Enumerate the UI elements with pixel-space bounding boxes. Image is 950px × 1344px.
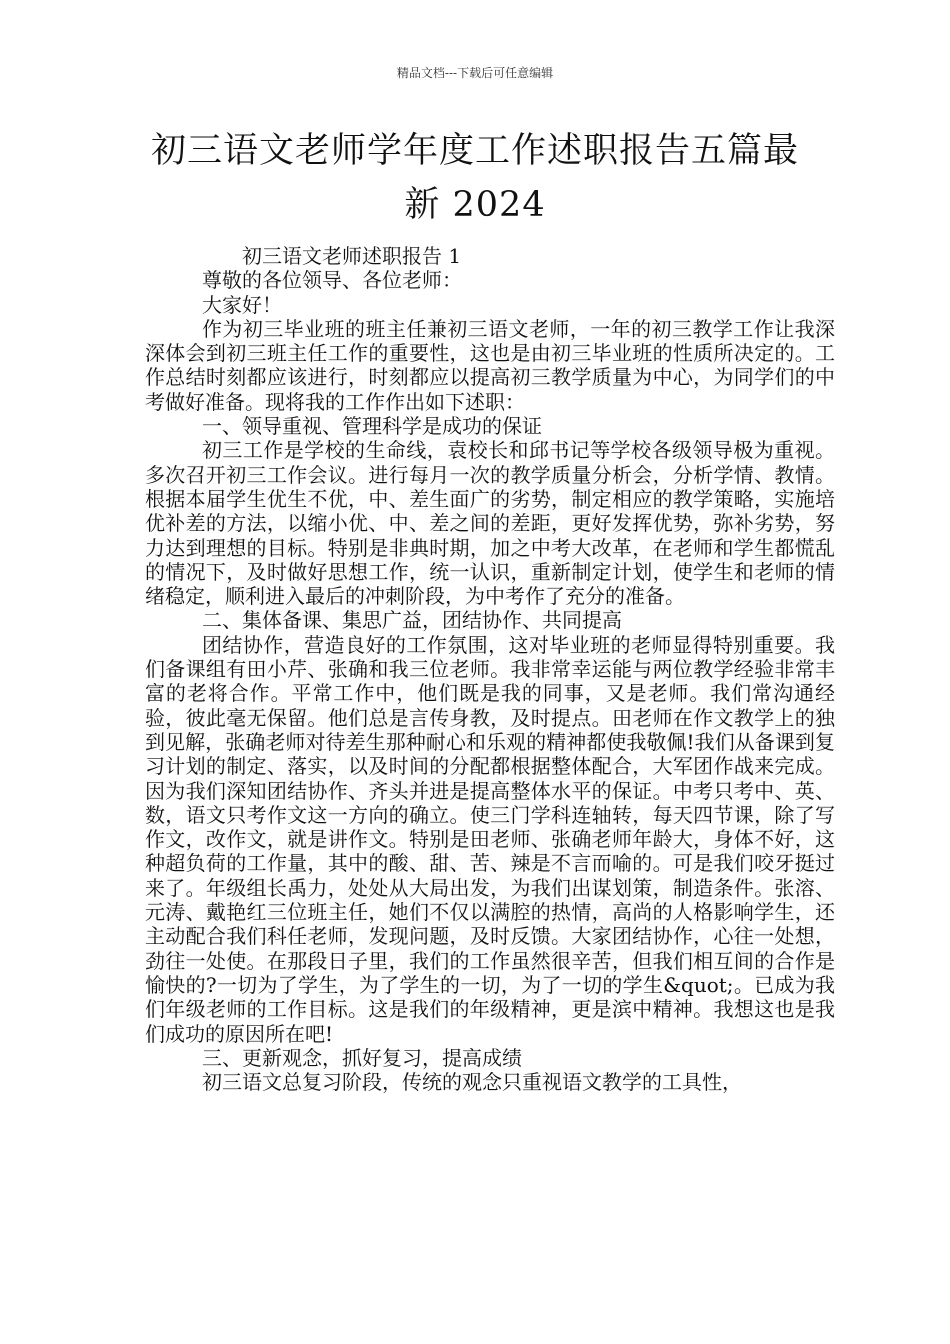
heading-two: 二、集体备课、集思广益，团结协作、共同提高 xyxy=(202,608,622,633)
paragraph-intro: 作为初三毕业班的班主任兼初三语文老师，一年的初三教学工作让我深深体会到初三班主任工作的重要性，这也是由初三毕业班的性质所决定的。工作总结时刻都应该进行，时刻都应以提高初三教学质量为中心，为同学们的中考做好准备。现将我的工作作出如下述职： xyxy=(145,316,835,414)
header-note: 精品文档---下载后可任意编辑 xyxy=(396,66,554,80)
section-subtitle: 初三语文老师述职报告 1 xyxy=(242,244,462,268)
title-line-1: 初三语文老师学年度工作述职报告五篇最 xyxy=(150,131,799,171)
salutation: 尊敬的各位领导、各位老师： xyxy=(202,268,462,293)
title-line-2: 新 2024 xyxy=(404,185,546,225)
document-body xyxy=(145,244,835,1094)
document-title xyxy=(130,124,820,232)
paragraph-one: 初三工作是学校的生命线，袁校长和邱书记等学校各级领导极为重视。多次召开初三工作会议。进行每月一次的教学质量分析会，分析学情、教情。根据本届学生优生不优，中、差生面广的劣势，制定相应的教学策略，实施培优补差的方法，以缩小优、中、差之间的差距，更好发挥优势，弥补劣势，努力达到理想的目标。特别是非典时期，加之中考大改革，在老师和学生都慌乱的情况下，及时做好思想工作，统一认识，重新制定计划，使学生和老师的情绪稳定，顺利进入最后的冲刺阶段，为中考作了充分的准备。 xyxy=(145,438,835,609)
heading-three: 三、更新观念，抓好复习，提高成绩 xyxy=(202,1045,522,1070)
paragraph-two: 团结协作，营造良好的工作氛围，这对毕业班的老师显得特别重要。我们备课组有田小芹、张确和我三位老师。我非常幸运能与两位教学经验非常丰富的老将合作。平常工作中，他们既是我的同事，又是老师。我们常沟通经验，彼此毫无保留。他们总是言传身教，及时提点。田老师在作文教学上的独到见解，张确老师对待差生那种耐心和乐观的精神都使我敬佩!我们从备课到复习计划的制定、落实，以及时间的分配都根据整体配合，大军团作战来完成。因为我们深知团结协作、齐头并进是提高整体水平的保证。中考只考中、英、数，语文只考作文这一方向的确立。使三门学科连轴转，每天四节课，除了写作文，改作文，就是讲作文。特别是田老师、张确老师年龄大，身体不好，这种超负荷的工作量，其中的酸、甜、苦、辣是不言而喻的。可是我们咬牙挺过来了。年级组长禹力，处处从大局出发，为我们出谋划策，制造条件。张溶、元涛、戴艳红三位班主任，她们不仅以满腔的热情，高尚的人格影响学生，还主动配合我们科任老师，发现问题，及时反馈。大家团结协作，心往一处想，劲往一处使。在那段日子里，我们的工作虽然很辛苦，但我们相互间的合作是愉快的?一切为了学生，为了学生的一切，为了一切的学生&quot;。已成为我们年级老师的工作目标。这是我们的年级精神，更是滨中精神。我想这也是我们成功的原因所在吧! xyxy=(145,632,835,1046)
heading-one: 一、领导重视、管理科学是成功的保证 xyxy=(202,414,542,439)
paragraph-three: 初三语文总复习阶段，传统的观念只重视语文教学的工具性， xyxy=(202,1070,742,1095)
greeting: 大家好！ xyxy=(202,292,282,317)
